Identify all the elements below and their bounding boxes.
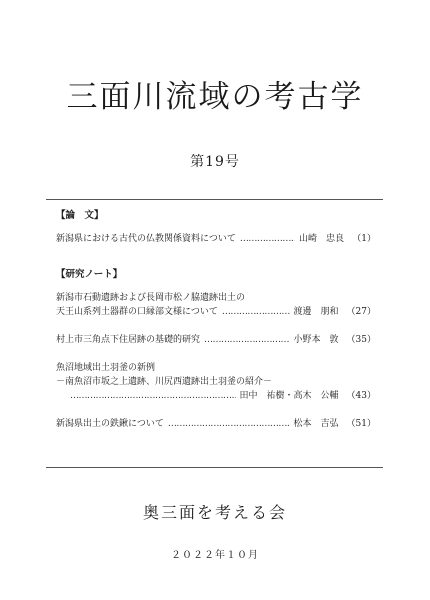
- bottom-divider: [46, 467, 383, 468]
- entry-author: 田中 祐樹・高木 公輔: [239, 391, 339, 401]
- entry-page: （1）: [352, 234, 376, 244]
- dot-leader: [240, 232, 295, 246]
- toc-entry: [56, 333, 376, 347]
- entry-author: 渡邊 朋和: [293, 307, 339, 317]
- entry-title: 村上市三角点下住居跡の基礎的研究: [56, 335, 201, 345]
- entry-page: （35）: [346, 335, 376, 345]
- entry-title: 新潟県出土の鉄鍬について: [56, 419, 164, 429]
- section-heading-research-notes: 【研究ノート】: [56, 269, 123, 280]
- entry-page: （27）: [346, 307, 376, 317]
- entry-title: 新潟市石動遺跡および長岡市松ノ脇遺跡出土の: [56, 293, 246, 303]
- toc-entry: [56, 361, 376, 403]
- entry-author: 松本 吉弘: [293, 419, 339, 429]
- entry-title: 魚沼地域出土羽釜の新例: [56, 363, 156, 373]
- dot-leader: [70, 389, 236, 403]
- dot-leader: [204, 333, 290, 347]
- section-heading-papers: 【論 文】: [56, 210, 104, 221]
- toc-entry: [56, 291, 376, 319]
- entry-page: （51）: [346, 419, 376, 429]
- entry-page: （43）: [346, 391, 376, 401]
- toc-entry: [56, 232, 376, 246]
- publication-date: ２０２２年１０月: [171, 550, 259, 561]
- toc-entry: [56, 417, 376, 431]
- table-of-contents: [56, 209, 376, 445]
- issue-number: 第19号: [190, 154, 240, 170]
- dot-leader: [222, 305, 290, 319]
- entry-author: 山崎 忠良: [298, 234, 344, 244]
- entry-title-continued: 天王山系列土器群の口縁部文様について: [56, 307, 218, 317]
- journal-title: 三面川流域の考古学: [66, 79, 364, 115]
- entry-subtitle: －南魚沼市坂之上遺跡、川尻西遺跡出土羽釜の紹介－: [56, 377, 273, 387]
- entry-author: 小野本 敦: [293, 335, 339, 345]
- dot-leader: [168, 417, 290, 431]
- publisher-name: 奥三面を考える会: [142, 503, 287, 522]
- entry-title: 新潟県における古代の仏教関係資料について: [56, 234, 236, 244]
- top-divider: [46, 199, 383, 200]
